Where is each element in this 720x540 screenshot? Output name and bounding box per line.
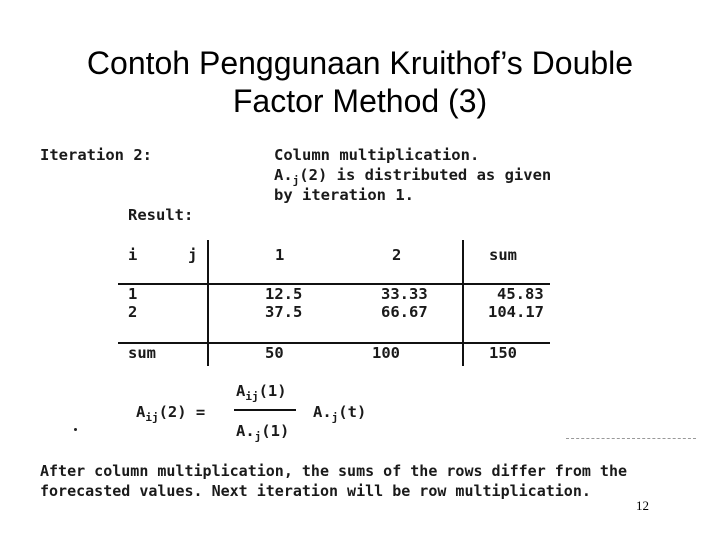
formula-lhs — [136, 403, 205, 424]
row-1-col-1: 12.5 — [265, 285, 303, 303]
row-1-sum: 45.83 — [497, 285, 544, 303]
formula-numerator — [236, 382, 287, 403]
description-line-3: by iteration 1. — [274, 186, 414, 204]
total-label: sum — [128, 344, 156, 362]
header-col-1: 1 — [275, 246, 285, 264]
header-col-2: 2 — [392, 246, 402, 264]
row-2-sum: 104.17 — [488, 303, 544, 321]
scan-speck — [74, 428, 77, 431]
description-line-2-subscript: j — [292, 174, 300, 187]
row-1-i: 1 — [128, 285, 138, 303]
header-j: j — [188, 246, 198, 264]
page-number: 12 — [636, 498, 649, 513]
formula-rhs-symbol: A. — [313, 403, 332, 421]
slide-title — [0, 44, 720, 120]
total-col-2: 100 — [372, 344, 400, 362]
formula-lhs-argument: (2) = — [158, 403, 206, 421]
result-label: Result: — [128, 206, 194, 224]
note-line-1: After column multiplication, the sums of the rows differ from the — [40, 462, 627, 480]
formula-rhs-subscript: j — [331, 411, 339, 424]
formula-denominator-symbol: A. — [236, 422, 255, 440]
scan-dashed-line — [566, 438, 696, 439]
note-line-2: forecasted values. Next iteration will be row multiplication. — [40, 482, 591, 500]
header-i: i — [128, 246, 138, 264]
slide-title-line-1: Contoh Penggunaan Kruithof’s Double — [86, 45, 634, 81]
formula-fraction-bar — [234, 409, 296, 411]
description-line-2-prefix: A. — [274, 166, 293, 184]
description-line-1: Column multiplication. — [274, 146, 480, 164]
formula-denominator-argument: (1) — [261, 422, 290, 440]
formula-lhs-subscript: ij — [145, 411, 159, 424]
formula-numerator-symbol: A — [236, 382, 246, 400]
formula-denominator-subscript: j — [254, 430, 262, 443]
row-2-col-2: 66.67 — [381, 303, 428, 321]
description-line-2 — [274, 166, 551, 187]
total-sum: 150 — [489, 344, 517, 362]
description-line-2-suffix: (2) is distributed as given — [299, 166, 552, 184]
formula-numerator-argument: (1) — [258, 382, 287, 400]
row-2-i: 2 — [128, 303, 138, 321]
row-1-col-2: 33.33 — [381, 285, 428, 303]
formula-rhs — [313, 403, 366, 424]
table-vertical-line-left — [207, 240, 209, 366]
iteration-label: Iteration 2: — [40, 146, 152, 164]
header-sum: sum — [489, 246, 517, 264]
total-col-1: 50 — [265, 344, 284, 362]
table-total-rule — [118, 342, 550, 344]
slide-title-line-2: Factor Method (3) — [232, 83, 488, 119]
formula-rhs-argument: (t) — [338, 403, 367, 421]
table-header-rule — [118, 283, 550, 285]
formula-denominator — [236, 422, 289, 443]
row-2-col-1: 37.5 — [265, 303, 303, 321]
formula-lhs-symbol: A — [136, 403, 146, 421]
table-vertical-line-right — [462, 240, 464, 366]
formula-numerator-subscript: ij — [245, 390, 259, 403]
